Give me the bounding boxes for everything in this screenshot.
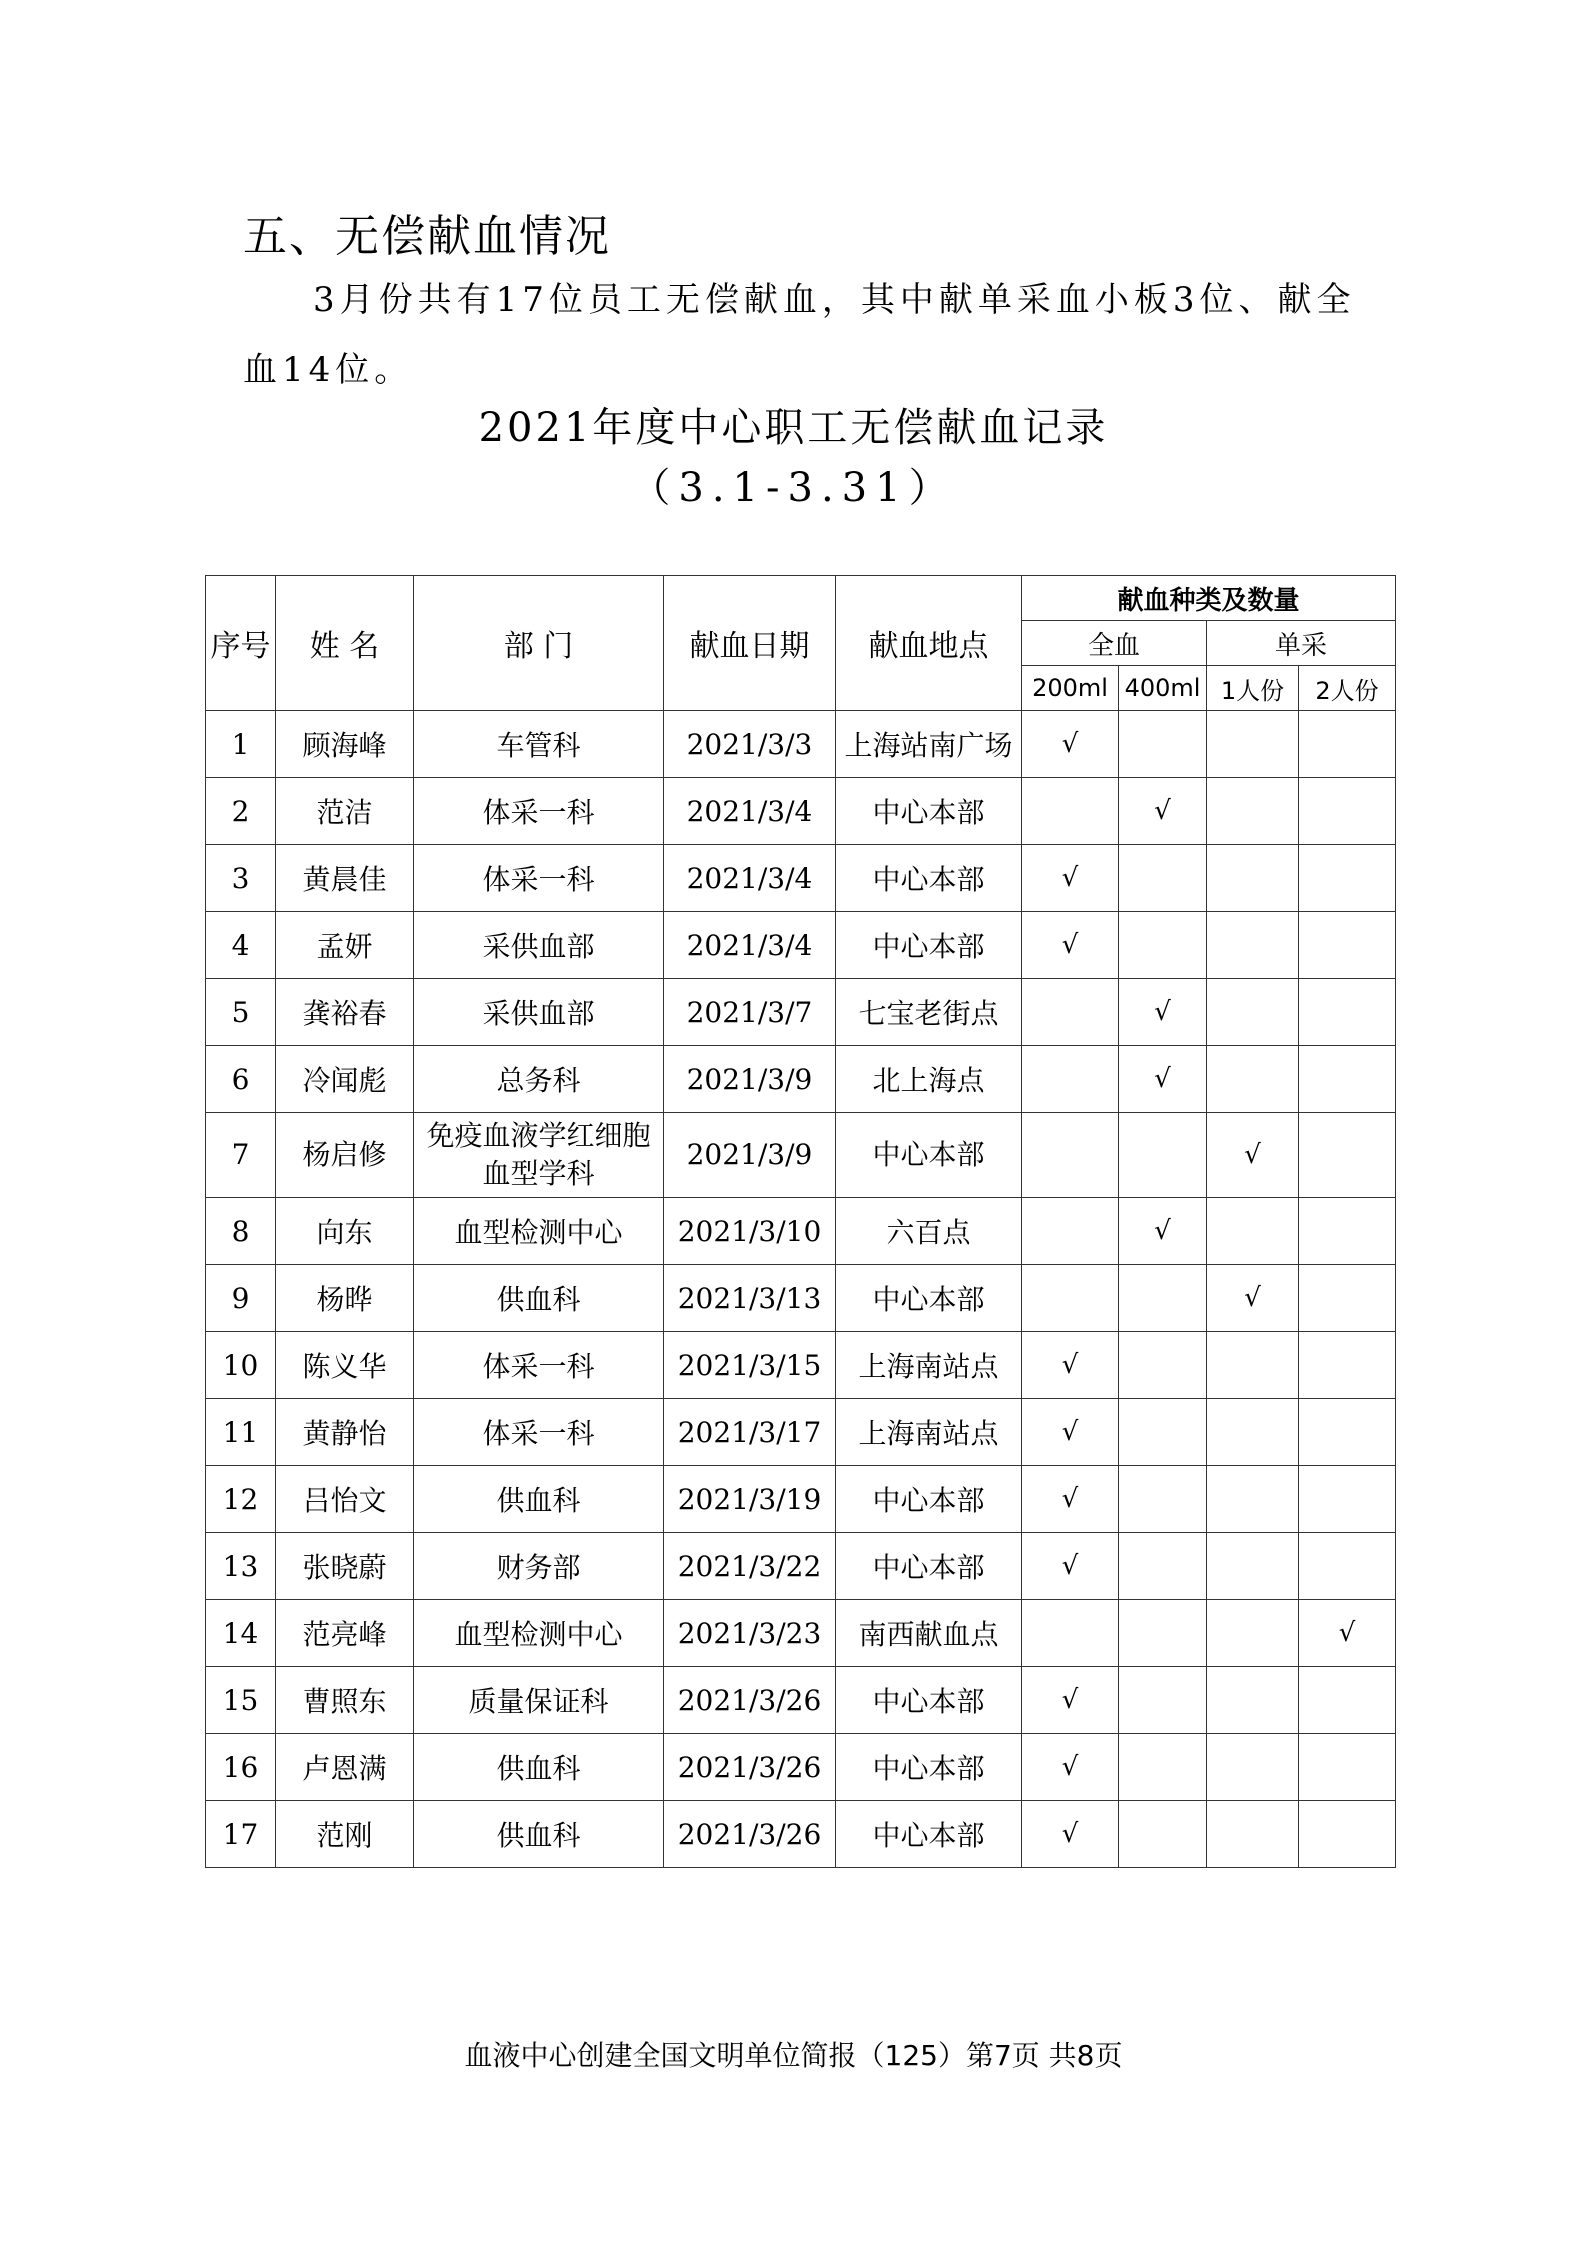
cell-2-units bbox=[1299, 778, 1396, 845]
cell-place: 中心本部 bbox=[836, 1466, 1022, 1533]
cell-seq: 3 bbox=[206, 845, 276, 912]
cell-seq: 11 bbox=[206, 1399, 276, 1466]
cell-400ml bbox=[1119, 1734, 1207, 1801]
cell-2-units bbox=[1299, 845, 1396, 912]
cell-date: 2021/3/26 bbox=[664, 1801, 836, 1868]
cell-date: 2021/3/26 bbox=[664, 1667, 836, 1734]
page-footer: 血液中心创建全国文明单位简报（125）第7页 共8页 bbox=[464, 2039, 1123, 2072]
cell-dept: 车管科 bbox=[414, 711, 664, 778]
cell-1-unit: √ bbox=[1207, 1265, 1299, 1332]
cell-dept-line: 血型学科 bbox=[482, 1157, 595, 1190]
cell-place: 中心本部 bbox=[836, 912, 1022, 979]
header-date: 献血日期 bbox=[664, 576, 836, 711]
header-name: 姓 名 bbox=[276, 576, 414, 711]
cell-dept: 体采一科 bbox=[414, 1332, 664, 1399]
cell-200ml: √ bbox=[1022, 1332, 1119, 1399]
cell-1-unit bbox=[1207, 1399, 1299, 1466]
cell-200ml: √ bbox=[1022, 711, 1119, 778]
cell-1-unit bbox=[1207, 845, 1299, 912]
cell-dept: 采供血部 bbox=[414, 979, 664, 1046]
cell-dept: 血型检测中心 bbox=[414, 1198, 664, 1265]
cell-place: 中心本部 bbox=[836, 1265, 1022, 1332]
cell-200ml: √ bbox=[1022, 1801, 1119, 1868]
cell-place: 中心本部 bbox=[836, 1734, 1022, 1801]
cell-seq: 10 bbox=[206, 1332, 276, 1399]
donation-table bbox=[205, 575, 1396, 1868]
cell-2-units bbox=[1299, 1046, 1396, 1113]
cell-400ml bbox=[1119, 1113, 1207, 1198]
cell-400ml bbox=[1119, 845, 1207, 912]
cell-dept bbox=[414, 1113, 664, 1198]
table-row bbox=[206, 912, 1396, 979]
cell-200ml: √ bbox=[1022, 1734, 1119, 1801]
cell-date: 2021/3/15 bbox=[664, 1332, 836, 1399]
cell-2-units bbox=[1299, 1466, 1396, 1533]
header-place: 献血地点 bbox=[836, 576, 1022, 711]
cell-1-unit bbox=[1207, 1533, 1299, 1600]
cell-seq: 4 bbox=[206, 912, 276, 979]
cell-2-units bbox=[1299, 1332, 1396, 1399]
header-2-units: 2人份 bbox=[1299, 666, 1396, 711]
cell-dept-line: 免疫血液学红细胞 bbox=[426, 1119, 651, 1152]
cell-200ml bbox=[1022, 979, 1119, 1046]
cell-seq: 13 bbox=[206, 1533, 276, 1600]
section-heading: 五、无偿献血情况 bbox=[243, 211, 611, 262]
cell-place: 上海南站点 bbox=[836, 1399, 1022, 1466]
cell-200ml bbox=[1022, 1046, 1119, 1113]
summary-paragraph: 3月份共有17位员工无偿献血，其中献单采血小板3位、献全血14位。 bbox=[243, 280, 1356, 390]
cell-400ml bbox=[1119, 1399, 1207, 1466]
header-200ml: 200ml bbox=[1022, 666, 1119, 711]
cell-date: 2021/3/26 bbox=[664, 1734, 836, 1801]
cell-dept: 供血科 bbox=[414, 1466, 664, 1533]
cell-400ml bbox=[1119, 1600, 1207, 1667]
cell-name: 范亮峰 bbox=[276, 1600, 414, 1667]
cell-place: 上海站南广场 bbox=[836, 711, 1022, 778]
cell-2-units bbox=[1299, 1113, 1396, 1198]
cell-200ml: √ bbox=[1022, 912, 1119, 979]
cell-place: 中心本部 bbox=[836, 1801, 1022, 1868]
cell-place: 中心本部 bbox=[836, 778, 1022, 845]
table-row bbox=[206, 1265, 1396, 1332]
header-400ml: 400ml bbox=[1119, 666, 1207, 711]
cell-place: 中心本部 bbox=[836, 1667, 1022, 1734]
table-row bbox=[206, 1113, 1396, 1198]
cell-date: 2021/3/9 bbox=[664, 1046, 836, 1113]
cell-2-units bbox=[1299, 1734, 1396, 1801]
header-1-unit: 1人份 bbox=[1207, 666, 1299, 711]
cell-2-units bbox=[1299, 979, 1396, 1046]
cell-place: 上海南站点 bbox=[836, 1332, 1022, 1399]
cell-dept: 体采一科 bbox=[414, 845, 664, 912]
cell-seq: 9 bbox=[206, 1265, 276, 1332]
cell-name: 卢恩满 bbox=[276, 1734, 414, 1801]
cell-seq: 15 bbox=[206, 1667, 276, 1734]
cell-date: 2021/3/10 bbox=[664, 1198, 836, 1265]
cell-name: 张晓蔚 bbox=[276, 1533, 414, 1600]
cell-date: 2021/3/7 bbox=[664, 979, 836, 1046]
table-row bbox=[206, 1198, 1396, 1265]
cell-2-units bbox=[1299, 1667, 1396, 1734]
table-row bbox=[206, 979, 1396, 1046]
cell-1-unit bbox=[1207, 1198, 1299, 1265]
cell-400ml: √ bbox=[1119, 1198, 1207, 1265]
cell-400ml bbox=[1119, 912, 1207, 979]
cell-name: 龚裕春 bbox=[276, 979, 414, 1046]
table-title: 2021年度中心职工无偿献血记录 bbox=[478, 405, 1109, 451]
table-row bbox=[206, 1533, 1396, 1600]
cell-dept: 体采一科 bbox=[414, 778, 664, 845]
cell-date: 2021/3/23 bbox=[664, 1600, 836, 1667]
cell-2-units: √ bbox=[1299, 1600, 1396, 1667]
cell-200ml bbox=[1022, 1600, 1119, 1667]
cell-1-unit bbox=[1207, 979, 1299, 1046]
cell-name: 曹照东 bbox=[276, 1667, 414, 1734]
cell-2-units bbox=[1299, 1533, 1396, 1600]
cell-date: 2021/3/19 bbox=[664, 1466, 836, 1533]
table-row bbox=[206, 1332, 1396, 1399]
cell-2-units bbox=[1299, 912, 1396, 979]
cell-name: 顾海峰 bbox=[276, 711, 414, 778]
header-apheresis: 单采 bbox=[1207, 621, 1396, 666]
cell-dept: 总务科 bbox=[414, 1046, 664, 1113]
cell-1-unit bbox=[1207, 1466, 1299, 1533]
table-row bbox=[206, 1801, 1396, 1868]
cell-name: 陈义华 bbox=[276, 1332, 414, 1399]
cell-seq: 5 bbox=[206, 979, 276, 1046]
cell-1-unit bbox=[1207, 1600, 1299, 1667]
cell-name: 孟妍 bbox=[276, 912, 414, 979]
cell-400ml bbox=[1119, 1332, 1207, 1399]
cell-200ml bbox=[1022, 1198, 1119, 1265]
cell-400ml bbox=[1119, 1466, 1207, 1533]
cell-dept: 采供血部 bbox=[414, 912, 664, 979]
cell-200ml bbox=[1022, 778, 1119, 845]
cell-1-unit bbox=[1207, 1667, 1299, 1734]
cell-2-units bbox=[1299, 1801, 1396, 1868]
table-row bbox=[206, 1466, 1396, 1533]
table-row bbox=[206, 1734, 1396, 1801]
cell-place: 中心本部 bbox=[836, 1533, 1022, 1600]
header-whole-blood: 全血 bbox=[1022, 621, 1207, 666]
cell-place: 北上海点 bbox=[836, 1046, 1022, 1113]
table-period: （3.1-3.31） bbox=[630, 465, 957, 511]
cell-2-units bbox=[1299, 1198, 1396, 1265]
cell-seq: 14 bbox=[206, 1600, 276, 1667]
cell-date: 2021/3/17 bbox=[664, 1399, 836, 1466]
cell-date: 2021/3/3 bbox=[664, 711, 836, 778]
cell-1-unit bbox=[1207, 1046, 1299, 1113]
cell-400ml bbox=[1119, 1533, 1207, 1600]
table-row bbox=[206, 1667, 1396, 1734]
cell-name: 范刚 bbox=[276, 1801, 414, 1868]
cell-1-unit bbox=[1207, 912, 1299, 979]
table-row bbox=[206, 1399, 1396, 1466]
cell-2-units bbox=[1299, 1399, 1396, 1466]
cell-date: 2021/3/9 bbox=[664, 1113, 836, 1198]
cell-400ml bbox=[1119, 1801, 1207, 1868]
cell-name: 范洁 bbox=[276, 778, 414, 845]
cell-name: 向东 bbox=[276, 1198, 414, 1265]
cell-2-units bbox=[1299, 1265, 1396, 1332]
cell-400ml: √ bbox=[1119, 1046, 1207, 1113]
cell-name: 黄静怡 bbox=[276, 1399, 414, 1466]
header-dept: 部 门 bbox=[414, 576, 664, 711]
cell-dept: 血型检测中心 bbox=[414, 1600, 664, 1667]
cell-name: 黄晨佳 bbox=[276, 845, 414, 912]
cell-400ml bbox=[1119, 1667, 1207, 1734]
cell-200ml: √ bbox=[1022, 845, 1119, 912]
cell-date: 2021/3/4 bbox=[664, 845, 836, 912]
cell-2-units bbox=[1299, 711, 1396, 778]
cell-200ml: √ bbox=[1022, 1466, 1119, 1533]
cell-date: 2021/3/13 bbox=[664, 1265, 836, 1332]
cell-1-unit bbox=[1207, 1734, 1299, 1801]
cell-date: 2021/3/4 bbox=[664, 778, 836, 845]
cell-400ml: √ bbox=[1119, 778, 1207, 845]
cell-name: 杨晔 bbox=[276, 1265, 414, 1332]
cell-dept: 供血科 bbox=[414, 1734, 664, 1801]
cell-name: 杨启修 bbox=[276, 1113, 414, 1198]
table-row bbox=[206, 845, 1396, 912]
cell-400ml: √ bbox=[1119, 979, 1207, 1046]
cell-200ml: √ bbox=[1022, 1667, 1119, 1734]
cell-seq: 16 bbox=[206, 1734, 276, 1801]
cell-place: 七宝老街点 bbox=[836, 979, 1022, 1046]
cell-200ml bbox=[1022, 1113, 1119, 1198]
header-seq: 序号 bbox=[206, 576, 276, 711]
table-row bbox=[206, 711, 1396, 778]
table-row bbox=[206, 1600, 1396, 1667]
cell-dept: 质量保证科 bbox=[414, 1667, 664, 1734]
cell-date: 2021/3/22 bbox=[664, 1533, 836, 1600]
cell-seq: 2 bbox=[206, 778, 276, 845]
cell-dept: 财务部 bbox=[414, 1533, 664, 1600]
cell-200ml bbox=[1022, 1265, 1119, 1332]
cell-seq: 12 bbox=[206, 1466, 276, 1533]
cell-seq: 8 bbox=[206, 1198, 276, 1265]
cell-dept: 供血科 bbox=[414, 1801, 664, 1868]
cell-200ml: √ bbox=[1022, 1399, 1119, 1466]
cell-seq: 6 bbox=[206, 1046, 276, 1113]
cell-dept: 体采一科 bbox=[414, 1399, 664, 1466]
cell-seq: 1 bbox=[206, 711, 276, 778]
cell-seq: 17 bbox=[206, 1801, 276, 1868]
cell-400ml bbox=[1119, 711, 1207, 778]
cell-place: 中心本部 bbox=[836, 845, 1022, 912]
cell-1-unit bbox=[1207, 711, 1299, 778]
cell-date: 2021/3/4 bbox=[664, 912, 836, 979]
table-row bbox=[206, 1046, 1396, 1113]
cell-1-unit bbox=[1207, 1801, 1299, 1868]
cell-1-unit: √ bbox=[1207, 1113, 1299, 1198]
cell-place: 六百点 bbox=[836, 1198, 1022, 1265]
cell-place: 中心本部 bbox=[836, 1113, 1022, 1198]
cell-1-unit bbox=[1207, 1332, 1299, 1399]
cell-400ml bbox=[1119, 1265, 1207, 1332]
cell-1-unit bbox=[1207, 778, 1299, 845]
table-row bbox=[206, 778, 1396, 845]
header-type-group: 献血种类及数量 bbox=[1022, 576, 1396, 621]
cell-name: 冷闻彪 bbox=[276, 1046, 414, 1113]
cell-200ml: √ bbox=[1022, 1533, 1119, 1600]
cell-dept: 供血科 bbox=[414, 1265, 664, 1332]
cell-seq: 7 bbox=[206, 1113, 276, 1198]
cell-place: 南西献血点 bbox=[836, 1600, 1022, 1667]
cell-name: 吕怡文 bbox=[276, 1466, 414, 1533]
